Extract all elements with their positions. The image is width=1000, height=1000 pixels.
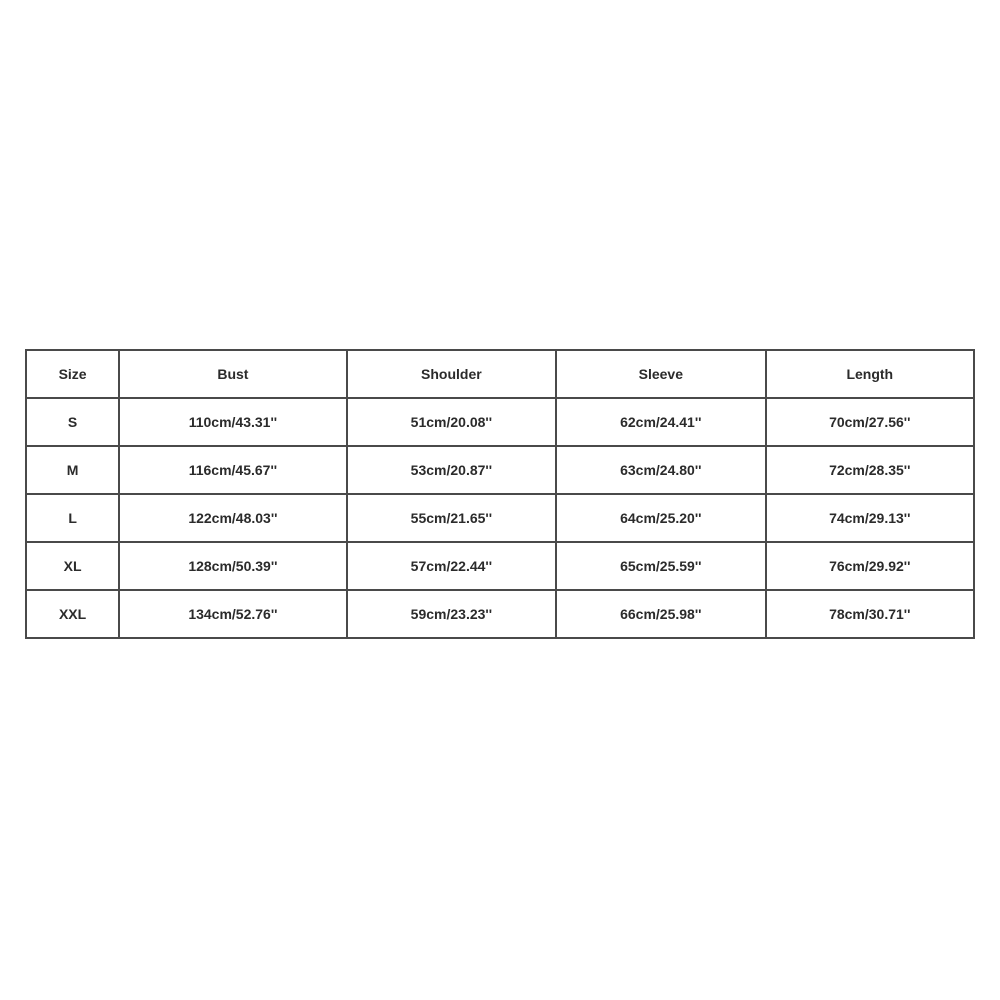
header-shoulder: Shoulder xyxy=(347,350,556,398)
length-cell: 76cm/29.92'' xyxy=(766,542,974,590)
sleeve-cell: 63cm/24.80'' xyxy=(556,446,765,494)
length-cell: 70cm/27.56'' xyxy=(766,398,974,446)
table-row xyxy=(26,398,974,446)
bust-cell: 128cm/50.39'' xyxy=(119,542,346,590)
header-size: Size xyxy=(26,350,119,398)
table-row xyxy=(26,446,974,494)
size-cell: M xyxy=(26,446,119,494)
length-cell: 74cm/29.13'' xyxy=(766,494,974,542)
length-cell: 72cm/28.35'' xyxy=(766,446,974,494)
size-chart-table xyxy=(25,349,975,639)
table-row xyxy=(26,494,974,542)
size-cell: L xyxy=(26,494,119,542)
bust-cell: 110cm/43.31'' xyxy=(119,398,346,446)
shoulder-cell: 53cm/20.87'' xyxy=(347,446,556,494)
bust-cell: 122cm/48.03'' xyxy=(119,494,346,542)
table-row xyxy=(26,542,974,590)
bust-cell: 134cm/52.76'' xyxy=(119,590,346,638)
size-cell: S xyxy=(26,398,119,446)
sleeve-cell: 65cm/25.59'' xyxy=(556,542,765,590)
size-cell: XL xyxy=(26,542,119,590)
size-cell: XXL xyxy=(26,590,119,638)
shoulder-cell: 51cm/20.08'' xyxy=(347,398,556,446)
shoulder-cell: 55cm/21.65'' xyxy=(347,494,556,542)
shoulder-cell: 59cm/23.23'' xyxy=(347,590,556,638)
header-bust: Bust xyxy=(119,350,346,398)
header-sleeve: Sleeve xyxy=(556,350,765,398)
length-cell: 78cm/30.71'' xyxy=(766,590,974,638)
sleeve-cell: 66cm/25.98'' xyxy=(556,590,765,638)
sleeve-cell: 64cm/25.20'' xyxy=(556,494,765,542)
shoulder-cell: 57cm/22.44'' xyxy=(347,542,556,590)
bust-cell: 116cm/45.67'' xyxy=(119,446,346,494)
table-header-row xyxy=(26,350,974,398)
header-length: Length xyxy=(766,350,974,398)
table-row xyxy=(26,590,974,638)
sleeve-cell: 62cm/24.41'' xyxy=(556,398,765,446)
